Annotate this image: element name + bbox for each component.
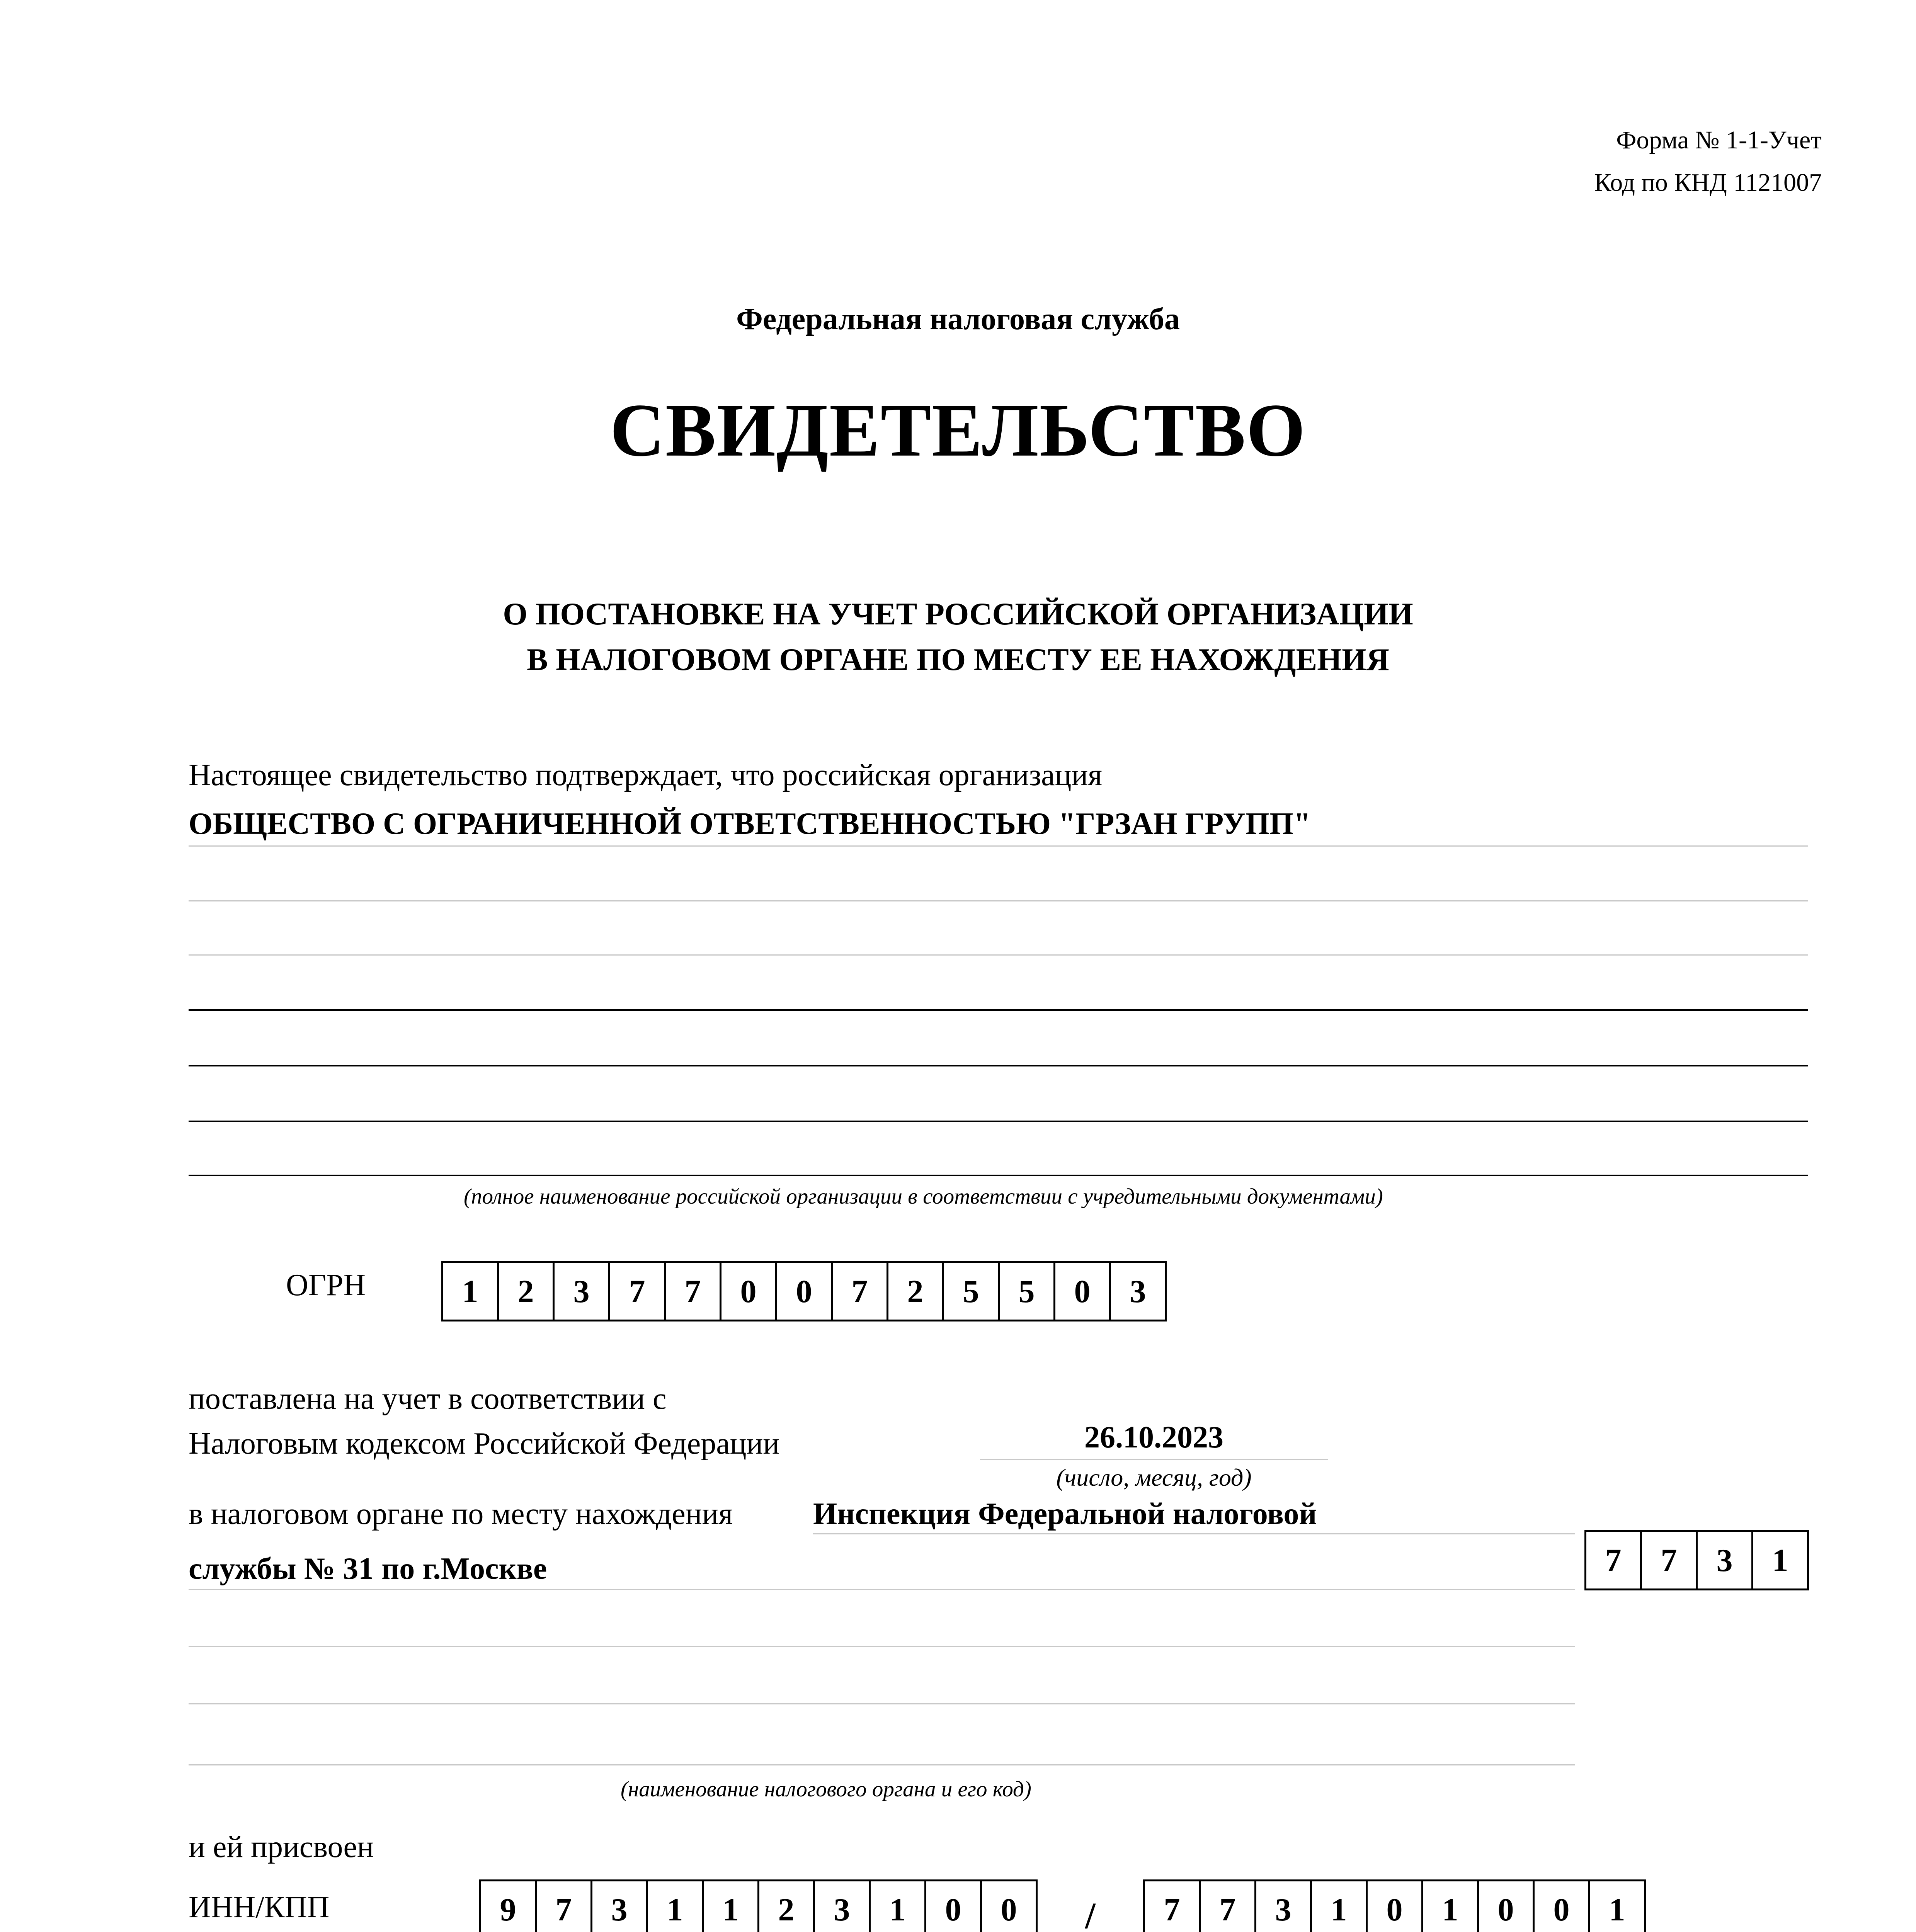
inn-digit: 1	[871, 1881, 926, 1932]
ogrn-digit: 1	[443, 1263, 499, 1320]
ogrn-digit: 0	[721, 1263, 777, 1320]
kpp-digit: 0	[1368, 1881, 1423, 1932]
tax-authority-code-digit: 7	[1642, 1532, 1698, 1588]
kpp-digit: 1	[1312, 1881, 1368, 1932]
authority-line	[813, 1533, 1575, 1534]
organization-caption: (полное наименование российской организации в соответствии с учредительными документами)	[464, 1184, 1383, 1209]
name-line	[189, 845, 1808, 847]
tax-authority-caption: (наименование налогового органа и его код)	[621, 1777, 1031, 1801]
authority-line	[189, 1764, 1575, 1765]
inn-digit: 0	[926, 1881, 982, 1932]
name-line	[189, 954, 1808, 956]
name-line	[189, 1009, 1808, 1011]
ogrn-digit: 7	[610, 1263, 666, 1320]
ogrn-digit: 3	[1111, 1263, 1167, 1320]
kpp-digit: 1	[1423, 1881, 1479, 1932]
subtitle-line-1: О ПОСТАНОВКЕ НА УЧЕТ РОССИЙСКОЙ ОРГАНИЗАЦИИ	[503, 596, 1413, 631]
tax-authority-code-digit: 3	[1698, 1532, 1753, 1588]
authority-line	[189, 1646, 1575, 1647]
inn-digit: 3	[815, 1881, 871, 1932]
ogrn-digit: 5	[944, 1263, 1000, 1320]
inn-cells	[479, 1879, 1038, 1932]
kpp-digit: 3	[1256, 1881, 1312, 1932]
kpp-digit: 7	[1145, 1881, 1201, 1932]
name-line	[189, 1121, 1808, 1122]
document-title: СВИДЕТЕЛЬСТВО	[610, 388, 1306, 472]
name-line	[189, 900, 1808, 901]
tax-authority-name-2: службы № 31 по г.Москве	[189, 1552, 547, 1586]
form-number: Форма № 1-1-Учет	[1616, 126, 1822, 154]
tax-authority-code-digit: 1	[1753, 1532, 1809, 1588]
inn-digit: 7	[537, 1881, 592, 1932]
kpp-digit: 7	[1201, 1881, 1256, 1932]
tax-authority-label: в налоговом органе по месту нахождения	[189, 1497, 733, 1531]
ogrn-digit: 0	[1055, 1263, 1111, 1320]
ogrn-digit: 7	[833, 1263, 888, 1320]
inn-digit: 1	[648, 1881, 704, 1932]
inn-digit: 3	[592, 1881, 648, 1932]
kpp-digit: 0	[1535, 1881, 1590, 1932]
inn-digit: 1	[704, 1881, 759, 1932]
knd-code: Код по КНД 1121007	[1594, 168, 1822, 197]
ogrn-cells	[441, 1261, 1167, 1321]
ogrn-label: ОГРН	[286, 1268, 366, 1302]
intro-text: Настоящее свидетельство подтверждает, что российская организация	[189, 758, 1103, 792]
ogrn-digit: 5	[1000, 1263, 1055, 1320]
ogrn-digit: 2	[499, 1263, 555, 1320]
ogrn-digit: 0	[777, 1263, 833, 1320]
ogrn-digit: 2	[888, 1263, 944, 1320]
inn-digit: 0	[982, 1881, 1038, 1932]
date-caption: (число, месяц, год)	[1056, 1464, 1252, 1491]
inn-digit: 9	[481, 1881, 537, 1932]
kpp-digit: 1	[1590, 1881, 1646, 1932]
agency-name: Федеральная налоговая служба	[736, 302, 1180, 336]
organization-name: ОБЩЕСТВО С ОГРАНИЧЕННОЙ ОТВЕТСТВЕННОСТЬЮ "ГРЗАН ГРУПП"	[189, 807, 1311, 841]
inn-kpp-label: ИНН/КПП	[189, 1890, 330, 1924]
tax-authority-code-digit: 7	[1586, 1532, 1642, 1588]
assigned-label: и ей присвоен	[189, 1830, 374, 1864]
ogrn-digit: 7	[666, 1263, 721, 1320]
authority-line	[189, 1589, 1575, 1590]
ogrn-digit: 3	[555, 1263, 610, 1320]
authority-line	[189, 1703, 1575, 1704]
tax-authority-name-1: Инспекция Федеральной налоговой	[813, 1497, 1317, 1531]
registration-date: 26.10.2023	[1084, 1420, 1223, 1454]
name-line	[189, 1065, 1808, 1066]
tax-authority-code-cells	[1584, 1530, 1809, 1590]
kpp-digit: 0	[1479, 1881, 1535, 1932]
name-line	[189, 1175, 1808, 1176]
subtitle-line-2: В НАЛОГОВОМ ОРГАНЕ ПО МЕСТУ ЕЕ НАХОЖДЕНИЯ	[526, 642, 1390, 677]
registration-line-1: поставлена на учет в соответствии с	[189, 1382, 667, 1416]
registration-line-2: Налоговым кодексом Российской Федерации	[189, 1427, 780, 1461]
inn-kpp-separator: /	[1085, 1895, 1096, 1932]
kpp-cells	[1143, 1879, 1646, 1932]
inn-digit: 2	[759, 1881, 815, 1932]
date-line	[980, 1459, 1328, 1460]
